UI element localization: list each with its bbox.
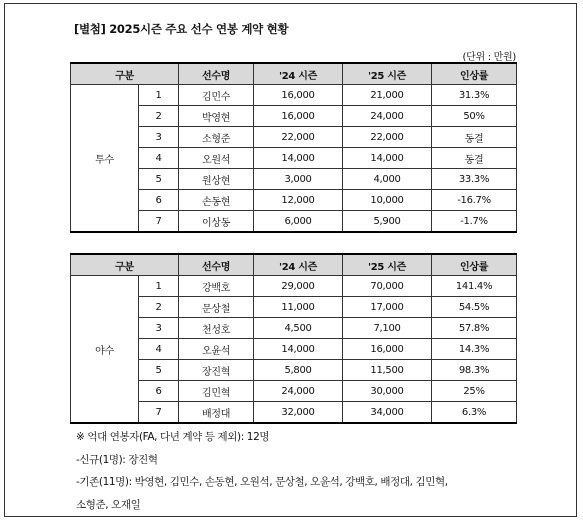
note-high-earners: ※ 억대 연봉자(FA, 다년 계약 등 제외): 12명 — [76, 431, 270, 443]
player-name: 천성호 — [179, 318, 254, 339]
salary-25: 22,000 — [343, 127, 432, 148]
row-number: 2 — [139, 297, 179, 318]
salary-25: 17,000 — [343, 297, 432, 318]
table-row — [71, 85, 517, 106]
player-name: 박영현 — [179, 106, 254, 127]
player-name: 손동현 — [179, 190, 254, 211]
row-number: 1 — [139, 85, 179, 106]
group-label-fielder: 야수 — [71, 276, 139, 424]
raise-rate: 141.4% — [432, 276, 517, 297]
player-name: 김민수 — [179, 85, 254, 106]
row-number: 3 — [139, 127, 179, 148]
player-name: 문상철 — [179, 297, 254, 318]
salary-24: 29,000 — [254, 276, 343, 297]
salary-24: 3,000 — [254, 169, 343, 190]
table-row — [71, 276, 517, 297]
player-name: 원상현 — [179, 169, 254, 190]
group-label-pitcher: 투수 — [71, 85, 139, 233]
header-raise-rate: 인상률 — [432, 63, 517, 85]
notes-section — [76, 426, 526, 516]
salary-24: 16,000 — [254, 85, 343, 106]
row-number: 4 — [139, 148, 179, 169]
salary-25: 70,000 — [343, 276, 432, 297]
player-name: 소형준 — [179, 127, 254, 148]
header-player-name: 선수명 — [179, 63, 254, 85]
raise-rate: 98.3% — [432, 360, 517, 381]
header-category: 구분 — [71, 63, 179, 85]
salary-25: 16,000 — [343, 339, 432, 360]
row-number: 4 — [139, 339, 179, 360]
player-name: 이상동 — [179, 211, 254, 233]
header-player-name: 선수명 — [179, 254, 254, 276]
header-season-24: '24 시즌 — [254, 63, 343, 85]
raise-rate: 동결 — [432, 127, 517, 148]
table-header-row — [71, 254, 517, 276]
raise-rate: 14.3% — [432, 339, 517, 360]
salary-25: 30,000 — [343, 381, 432, 402]
header-category: 구분 — [71, 254, 179, 276]
row-number: 3 — [139, 318, 179, 339]
salary-24: 16,000 — [254, 106, 343, 127]
row-number: 2 — [139, 106, 179, 127]
salary-25: 14,000 — [343, 148, 432, 169]
salary-25: 11,500 — [343, 360, 432, 381]
salary-24: 14,000 — [254, 148, 343, 169]
player-name: 오윤석 — [179, 339, 254, 360]
salary-25: 24,000 — [343, 106, 432, 127]
salary-25: 21,000 — [343, 85, 432, 106]
salary-25: 5,900 — [343, 211, 432, 233]
raise-rate: 동결 — [432, 148, 517, 169]
salary-24: 14,000 — [254, 339, 343, 360]
salary-25: 34,000 — [343, 402, 432, 424]
row-number: 6 — [139, 190, 179, 211]
table-header-row — [71, 63, 517, 85]
salary-24: 11,000 — [254, 297, 343, 318]
pitcher-contract-table — [70, 62, 517, 233]
salary-24: 12,000 — [254, 190, 343, 211]
raise-rate: 31.3% — [432, 85, 517, 106]
note-new: -신규(1명): 장진혁 — [76, 453, 158, 466]
player-name: 장진혁 — [179, 360, 254, 381]
player-name: 강백호 — [179, 276, 254, 297]
player-name: 오원석 — [179, 148, 254, 169]
note-existing-cont: 소형준, 오재일 — [76, 498, 141, 511]
salary-24: 32,000 — [254, 402, 343, 424]
row-number: 7 — [139, 211, 179, 233]
note-existing: -기존(11명): 박영현, 김민수, 손동현, 오원석, 문상철, 오윤석, 강백호, 배정대, 김민혁, — [76, 476, 448, 488]
raise-rate: 57.8% — [432, 318, 517, 339]
raise-rate: -1.7% — [432, 211, 517, 233]
salary-25: 4,000 — [343, 169, 432, 190]
raise-rate: 50% — [432, 106, 517, 127]
document-title: [별첨] 2025시즌 주요 선수 연봉 계약 현황 — [74, 22, 289, 36]
header-season-25: '25 시즌 — [343, 254, 432, 276]
salary-24: 24,000 — [254, 381, 343, 402]
salary-25: 10,000 — [343, 190, 432, 211]
player-name: 김민혁 — [179, 381, 254, 402]
salary-24: 6,000 — [254, 211, 343, 233]
fielder-contract-table — [70, 253, 517, 424]
salary-24: 22,000 — [254, 127, 343, 148]
salary-25: 7,100 — [343, 318, 432, 339]
raise-rate: 54.5% — [432, 297, 517, 318]
header-season-24: '24 시즌 — [254, 254, 343, 276]
row-number: 1 — [139, 276, 179, 297]
row-number: 7 — [139, 402, 179, 424]
row-number: 5 — [139, 169, 179, 190]
raise-rate: 33.3% — [432, 169, 517, 190]
raise-rate: 25% — [432, 381, 517, 402]
raise-rate: 6.3% — [432, 402, 517, 424]
header-raise-rate: 인상률 — [432, 254, 517, 276]
salary-24: 4,500 — [254, 318, 343, 339]
salary-24: 5,800 — [254, 360, 343, 381]
row-number: 6 — [139, 381, 179, 402]
player-name: 배정대 — [179, 402, 254, 424]
header-season-25: '25 시즌 — [343, 63, 432, 85]
row-number: 5 — [139, 360, 179, 381]
unit-label: (단위 : 만원) — [462, 52, 516, 63]
raise-rate: -16.7% — [432, 190, 517, 211]
